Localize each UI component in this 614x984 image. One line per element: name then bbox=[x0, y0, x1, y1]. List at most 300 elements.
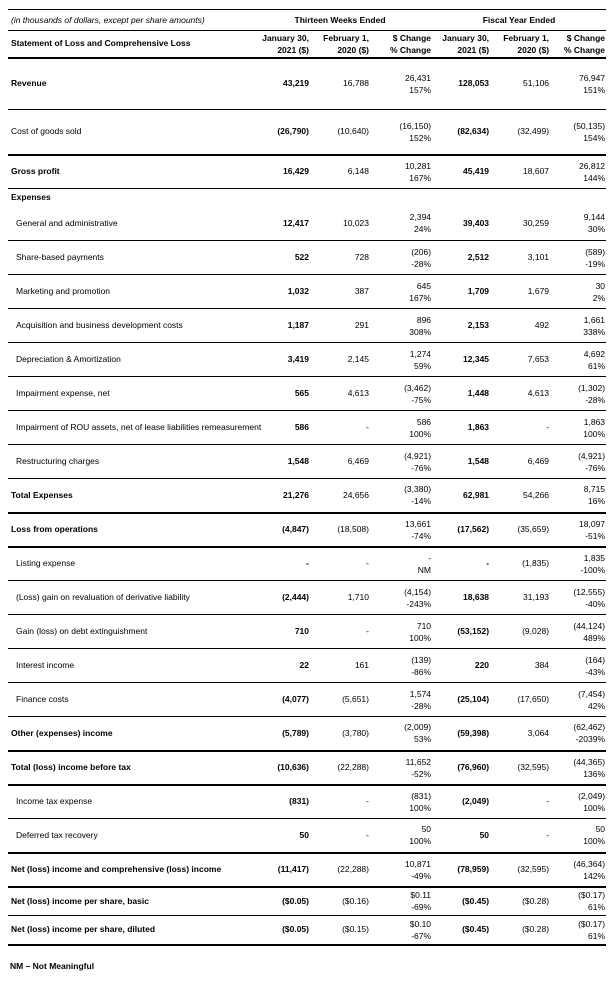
table-row bbox=[8, 377, 606, 411]
cell-change bbox=[550, 649, 606, 683]
table-row bbox=[8, 683, 606, 717]
change-amount: 11,652 bbox=[405, 756, 432, 767]
cell-fy2020: (1,835) bbox=[522, 558, 550, 569]
change-amount: (44,124) bbox=[573, 620, 606, 631]
cell-fy2021: 2,153 bbox=[467, 320, 490, 330]
table-row bbox=[8, 513, 606, 547]
change-amount: - bbox=[428, 552, 432, 563]
cell-q2020: (22,288) bbox=[337, 864, 369, 874]
change-amount: (589) bbox=[585, 246, 606, 257]
cell-q2020: ($0.16) bbox=[342, 895, 369, 906]
cell-fy2021: (2,049) bbox=[462, 796, 490, 807]
row-label: Income tax expense bbox=[16, 796, 93, 807]
cell-change bbox=[550, 479, 606, 513]
column-header-line: 2020 ($) bbox=[337, 44, 369, 55]
row-label: Deferred tax recovery bbox=[16, 829, 98, 840]
cell-fy2020: (9,028) bbox=[522, 626, 550, 636]
cell-fy2021: 220 bbox=[474, 660, 490, 670]
change-amount: (2,049) bbox=[578, 790, 606, 801]
change-percent: -69% bbox=[411, 902, 432, 913]
table-row bbox=[8, 615, 606, 649]
cell-change bbox=[550, 110, 606, 155]
change-percent: -75% bbox=[411, 394, 432, 405]
cell-change bbox=[550, 411, 606, 445]
cell-change bbox=[370, 819, 432, 853]
row-label: Marketing and promotion bbox=[16, 286, 111, 296]
change-percent: 16% bbox=[588, 496, 606, 507]
change-percent: 59% bbox=[414, 360, 432, 371]
cell-fy2020: 54,266 bbox=[523, 489, 550, 500]
change-percent: 61% bbox=[588, 360, 606, 371]
cell-q2021: 1,187 bbox=[287, 320, 309, 330]
cell-q2021: (4,077) bbox=[282, 694, 309, 704]
cell-q2021: (831) bbox=[289, 796, 309, 807]
column-header-row bbox=[8, 31, 606, 58]
cell-change bbox=[550, 343, 606, 377]
change-amount: 2,394 bbox=[409, 212, 432, 223]
table-row bbox=[8, 547, 606, 581]
cell-fy2020: 18,607 bbox=[523, 166, 550, 177]
cell-change bbox=[370, 853, 432, 887]
table-row bbox=[8, 916, 606, 945]
cell-change bbox=[550, 717, 606, 751]
column-header-line: February 1, bbox=[503, 32, 550, 43]
cell-fy2020: 492 bbox=[534, 320, 550, 330]
cell-change bbox=[550, 615, 606, 649]
change-amount: ($0.17) bbox=[578, 918, 606, 929]
cell-q2021: 1,032 bbox=[287, 286, 309, 296]
cell-change bbox=[370, 717, 432, 751]
change-amount: (12,555) bbox=[573, 586, 606, 597]
cell-q2020: 161 bbox=[354, 660, 369, 670]
cell-q2020 bbox=[310, 189, 370, 207]
cell-change bbox=[550, 547, 606, 581]
change-amount: 4,692 bbox=[583, 348, 606, 359]
row-label: Cost of goods sold bbox=[11, 126, 82, 137]
cell-fy2021: 128,053 bbox=[458, 78, 490, 89]
cell-change bbox=[550, 785, 606, 819]
change-percent: 144% bbox=[583, 172, 606, 183]
row-label: Depreciation & Amortization bbox=[16, 354, 121, 364]
change-percent: 61% bbox=[588, 902, 606, 913]
table-row bbox=[8, 479, 606, 513]
cell-fy2020: ($0.28) bbox=[522, 895, 550, 906]
row-label: Finance costs bbox=[16, 694, 69, 704]
change-percent: 30% bbox=[588, 224, 606, 235]
cell-change bbox=[550, 581, 606, 615]
change-amount: (44,365) bbox=[573, 756, 606, 767]
column-header-line: % Change bbox=[563, 44, 606, 55]
cell-fy2021: (59,398) bbox=[457, 727, 490, 738]
change-amount: 896 bbox=[416, 314, 432, 325]
cell-fy2020: - bbox=[546, 422, 550, 432]
cell-change bbox=[550, 853, 606, 887]
group-header-fiscal-year: Fiscal Year Ended bbox=[482, 14, 556, 25]
change-amount: (4,921) bbox=[578, 450, 606, 461]
change-percent: -243% bbox=[406, 598, 432, 609]
cell-q2020: ($0.15) bbox=[342, 924, 369, 935]
cell-fy2020: 51,106 bbox=[523, 78, 550, 89]
change-percent: -43% bbox=[585, 666, 606, 677]
cell-fy2021: (25,104) bbox=[457, 694, 490, 704]
cell-change bbox=[550, 683, 606, 717]
change-amount: (7,454) bbox=[578, 688, 606, 699]
cell-change bbox=[370, 916, 432, 945]
change-percent: 100% bbox=[409, 802, 432, 813]
cell-q2020: - bbox=[366, 558, 369, 569]
cell-fy2021: (82,634) bbox=[457, 126, 490, 137]
cell-q2021: 565 bbox=[294, 388, 309, 398]
row-label: Net (loss) income and comprehensive (loss) income bbox=[11, 864, 222, 874]
cell-fy2021: 1,448 bbox=[467, 388, 490, 398]
table-row bbox=[8, 275, 606, 309]
change-amount: (2,009) bbox=[404, 722, 432, 733]
row-label: Share-based payments bbox=[16, 252, 104, 262]
change-percent: -28% bbox=[411, 258, 432, 269]
cell-q2020: 291 bbox=[354, 320, 369, 330]
cell-change bbox=[550, 155, 606, 189]
cell-fy2020: 31,193 bbox=[523, 592, 550, 602]
row-label: Impairment expense, net bbox=[16, 388, 110, 398]
change-amount: 10,281 bbox=[405, 160, 432, 171]
cell-change bbox=[550, 241, 606, 275]
cell-fy2020: (35,659) bbox=[517, 524, 550, 534]
change-amount: (139) bbox=[411, 654, 432, 665]
change-amount: 50 bbox=[421, 824, 432, 835]
cell-change bbox=[370, 309, 432, 343]
cell-q2020: (5,651) bbox=[342, 694, 369, 704]
change-amount: $0.11 bbox=[410, 890, 432, 901]
cell-change bbox=[550, 309, 606, 343]
change-percent: -76% bbox=[411, 462, 432, 473]
row-label: Restructuring charges bbox=[16, 456, 100, 466]
cell-q2021: (11,417) bbox=[277, 864, 309, 874]
row-label: Total (loss) income before tax bbox=[11, 762, 131, 772]
change-amount: 50 bbox=[595, 824, 606, 835]
cell-change bbox=[550, 513, 606, 547]
cell-q2020: 4,613 bbox=[347, 388, 369, 398]
table-row bbox=[8, 207, 606, 241]
cell-fy2020: (17,650) bbox=[517, 694, 550, 704]
cell-change bbox=[370, 887, 432, 916]
row-label: (Loss) gain on revaluation of derivative liability bbox=[16, 592, 190, 602]
row-label: Net (loss) income per share, basic bbox=[11, 895, 149, 906]
cell-fy2020: - bbox=[546, 829, 550, 840]
group-header-thirteen-weeks: Thirteen Weeks Ended bbox=[294, 14, 386, 25]
cell-fy2021: 1,709 bbox=[467, 286, 490, 296]
cell-change bbox=[370, 189, 432, 207]
change-amount: (3,462) bbox=[404, 382, 432, 393]
nm-footnote: NM – Not Meaningful bbox=[10, 960, 95, 971]
row-label: Loss from operations bbox=[11, 524, 98, 534]
cell-q2020: 728 bbox=[354, 252, 369, 262]
cell-fy2020: 3,101 bbox=[527, 252, 550, 262]
change-percent: 24% bbox=[414, 224, 432, 235]
cell-q2021: 522 bbox=[294, 252, 309, 262]
change-percent: 42% bbox=[588, 700, 606, 711]
row-label: Gross profit bbox=[11, 166, 60, 177]
cell-fy2021: 50 bbox=[479, 829, 490, 840]
cell-change bbox=[550, 207, 606, 241]
table-row bbox=[8, 155, 606, 189]
cell-change bbox=[370, 411, 432, 445]
cell-change bbox=[550, 445, 606, 479]
cell-q2021: 43,219 bbox=[283, 78, 309, 89]
cell-q2021: 22 bbox=[299, 660, 309, 670]
cell-change bbox=[370, 547, 432, 581]
units-note: (in thousands of dollars, except per share amounts) bbox=[11, 14, 205, 25]
cell-q2021: (26,790) bbox=[277, 126, 309, 137]
table-row bbox=[8, 58, 606, 110]
cell-change bbox=[550, 819, 606, 853]
cell-q2021: 12,417 bbox=[283, 217, 309, 228]
cell-change bbox=[550, 916, 606, 945]
change-percent: 308% bbox=[409, 326, 432, 337]
cell-q2021: 3,419 bbox=[287, 354, 309, 364]
change-percent: -40% bbox=[585, 598, 606, 609]
column-header-q-2020 bbox=[310, 31, 370, 58]
cell-q2020: 2,145 bbox=[347, 354, 369, 364]
table-row bbox=[8, 343, 606, 377]
change-amount: 1,574 bbox=[409, 688, 432, 699]
change-percent: 167% bbox=[409, 172, 432, 183]
table-row bbox=[8, 887, 606, 916]
cell-q2020: (18,508) bbox=[337, 524, 369, 534]
change-amount: (206) bbox=[411, 246, 432, 257]
cell-change bbox=[370, 581, 432, 615]
cell-q2020: (3,780) bbox=[342, 727, 369, 738]
cell-change bbox=[370, 241, 432, 275]
cell-q2021 bbox=[248, 189, 310, 207]
change-amount: 710 bbox=[416, 620, 432, 631]
change-percent: 154% bbox=[583, 132, 606, 143]
column-header-fy-2020 bbox=[490, 31, 550, 58]
table-row bbox=[8, 241, 606, 275]
cell-change bbox=[370, 751, 432, 785]
change-amount: (4,921) bbox=[404, 450, 432, 461]
row-label: Gain (loss) on debt extinguishment bbox=[16, 626, 148, 636]
change-percent: 136% bbox=[583, 768, 606, 779]
table-row bbox=[8, 751, 606, 785]
cell-change bbox=[370, 343, 432, 377]
change-percent: 100% bbox=[583, 802, 606, 813]
cell-q2020: 6,469 bbox=[347, 456, 369, 466]
cell-fy2021: 1,863 bbox=[467, 422, 490, 432]
row-label: General and administrative bbox=[16, 217, 118, 228]
change-amount: (164) bbox=[585, 654, 606, 665]
table-row bbox=[8, 819, 606, 853]
change-percent: 2% bbox=[592, 292, 606, 303]
change-percent: -74% bbox=[411, 530, 432, 541]
cell-change bbox=[550, 189, 606, 207]
change-amount: 10,871 bbox=[405, 858, 432, 869]
change-percent: 61% bbox=[588, 930, 606, 941]
cell-change bbox=[370, 155, 432, 189]
cell-fy2020 bbox=[490, 189, 550, 207]
cell-q2020: - bbox=[366, 829, 369, 840]
cell-q2020: - bbox=[366, 626, 369, 636]
cell-fy2020: 4,613 bbox=[527, 388, 550, 398]
change-percent: -2039% bbox=[575, 734, 606, 745]
cell-change bbox=[370, 683, 432, 717]
cell-fy2021: 12,345 bbox=[463, 354, 490, 364]
row-label: Expenses bbox=[11, 192, 51, 203]
cell-change bbox=[550, 275, 606, 309]
cell-q2021: - bbox=[306, 558, 309, 569]
column-header-fy-2021 bbox=[432, 31, 490, 58]
cell-change bbox=[370, 513, 432, 547]
cell-fy2021 bbox=[432, 189, 490, 207]
column-header-line: 2020 ($) bbox=[517, 44, 550, 55]
cell-fy2021: (76,960) bbox=[457, 762, 490, 772]
cell-q2021: (5,789) bbox=[282, 727, 309, 738]
change-percent: 100% bbox=[409, 428, 432, 439]
change-percent: 338% bbox=[583, 326, 606, 337]
change-percent: 157% bbox=[409, 84, 432, 95]
change-percent: 53% bbox=[414, 734, 432, 745]
cell-q2021: (10,636) bbox=[277, 762, 309, 772]
row-label: Interest income bbox=[16, 660, 75, 670]
table-row bbox=[8, 445, 606, 479]
cell-fy2021: 45,419 bbox=[463, 166, 490, 177]
table-row bbox=[8, 853, 606, 887]
change-percent: 100% bbox=[583, 836, 606, 847]
cell-q2020: 1,710 bbox=[347, 592, 369, 602]
change-amount: 9,144 bbox=[583, 212, 606, 223]
cell-fy2021: ($0.45) bbox=[462, 924, 490, 935]
change-amount: (4,154) bbox=[404, 586, 432, 597]
cell-q2020: - bbox=[366, 796, 369, 807]
change-amount: $0.10 bbox=[409, 918, 432, 929]
cell-change bbox=[370, 58, 432, 110]
change-amount: (3,380) bbox=[404, 484, 432, 495]
cell-q2020: - bbox=[366, 422, 369, 432]
change-percent: -28% bbox=[411, 700, 432, 711]
cell-q2020: 6,148 bbox=[347, 166, 369, 177]
cell-fy2020: (32,499) bbox=[517, 126, 550, 137]
cell-change bbox=[370, 207, 432, 241]
cell-change bbox=[550, 751, 606, 785]
cell-q2021: ($0.05) bbox=[282, 924, 309, 935]
cell-fy2020: ($0.28) bbox=[522, 924, 550, 935]
cell-q2021: 586 bbox=[294, 422, 309, 432]
change-percent: -49% bbox=[411, 870, 432, 881]
cell-q2020: 16,788 bbox=[343, 78, 369, 89]
cell-fy2020: 30,259 bbox=[523, 217, 550, 228]
column-header-fy-change bbox=[550, 31, 606, 58]
cell-q2021: (2,444) bbox=[282, 592, 309, 602]
column-header-line: February 1, bbox=[323, 32, 369, 43]
table-row bbox=[8, 717, 606, 751]
change-amount: 1,661 bbox=[583, 314, 606, 325]
change-percent: -28% bbox=[585, 394, 606, 405]
cell-q2020: 10,023 bbox=[343, 217, 369, 228]
column-header-line: $ Change bbox=[566, 32, 606, 43]
column-header-line: January 30, bbox=[442, 32, 490, 43]
change-amount: ($0.17) bbox=[578, 890, 606, 901]
change-percent: -76% bbox=[585, 462, 606, 473]
cell-change bbox=[550, 887, 606, 916]
cell-fy2021: 39,403 bbox=[463, 217, 490, 228]
cell-fy2020: 7,653 bbox=[527, 354, 550, 364]
change-amount: (831) bbox=[411, 790, 432, 801]
change-percent: 100% bbox=[409, 836, 432, 847]
column-header-line: 2021 ($) bbox=[457, 44, 490, 55]
change-amount: (46,364) bbox=[573, 858, 606, 869]
change-percent: -19% bbox=[585, 258, 606, 269]
change-percent: 489% bbox=[583, 632, 606, 643]
change-amount: (1,302) bbox=[578, 382, 606, 393]
cell-fy2021: - bbox=[486, 558, 490, 569]
change-percent: -100% bbox=[580, 564, 606, 575]
change-amount: 76,947 bbox=[579, 72, 606, 83]
table-row bbox=[8, 110, 606, 155]
column-header-line: January 30, bbox=[262, 32, 309, 43]
row-label: Total Expenses bbox=[11, 489, 73, 500]
change-amount: 26,812 bbox=[579, 160, 606, 171]
row-label: Other (expenses) income bbox=[11, 727, 113, 738]
cell-change bbox=[370, 649, 432, 683]
change-percent: -52% bbox=[411, 768, 432, 779]
cell-fy2020: 1,679 bbox=[527, 286, 550, 296]
change-amount: 586 bbox=[416, 416, 432, 427]
column-header-q-2021 bbox=[248, 31, 310, 58]
cell-q2021: 710 bbox=[294, 626, 309, 636]
cell-fy2021: 62,981 bbox=[463, 489, 490, 500]
cell-change bbox=[370, 785, 432, 819]
change-amount: 8,715 bbox=[583, 484, 606, 495]
cell-fy2020: 384 bbox=[534, 660, 550, 670]
cell-q2021: 16,429 bbox=[283, 166, 309, 177]
change-amount: 645 bbox=[416, 280, 432, 291]
statement-of-loss-table bbox=[8, 9, 606, 946]
cell-fy2020: 6,469 bbox=[527, 456, 550, 466]
cell-q2020: 387 bbox=[354, 286, 369, 296]
change-percent: -14% bbox=[411, 496, 432, 507]
cell-change bbox=[370, 445, 432, 479]
row-label: Net (loss) income per share, diluted bbox=[11, 924, 156, 935]
cell-change bbox=[370, 110, 432, 155]
change-amount: (62,462) bbox=[573, 722, 606, 733]
change-percent: NM bbox=[417, 564, 432, 575]
cell-fy2020: 3,064 bbox=[527, 727, 550, 738]
cell-change bbox=[550, 377, 606, 411]
change-amount: 26,431 bbox=[405, 72, 432, 83]
cell-fy2021: (53,152) bbox=[457, 626, 490, 636]
column-header-line: $ Change bbox=[392, 32, 432, 43]
change-amount: (50,135) bbox=[573, 120, 606, 131]
cell-fy2021: 2,512 bbox=[467, 252, 490, 262]
cell-fy2020: (32,595) bbox=[517, 762, 550, 772]
row-label: Listing expense bbox=[16, 558, 76, 569]
cell-fy2020: (32,595) bbox=[517, 864, 550, 874]
cell-q2020: 24,656 bbox=[343, 489, 369, 500]
cell-change bbox=[370, 377, 432, 411]
cell-q2020: (22,288) bbox=[337, 762, 369, 772]
cell-change bbox=[370, 275, 432, 309]
cell-q2021: 50 bbox=[299, 829, 309, 840]
table-body bbox=[8, 58, 606, 945]
column-header-line: 2021 ($) bbox=[277, 44, 309, 55]
change-amount: 13,661 bbox=[405, 518, 432, 529]
cell-change bbox=[550, 58, 606, 110]
change-percent: 151% bbox=[583, 84, 606, 95]
row-label: Revenue bbox=[11, 78, 47, 89]
change-amount: 1,835 bbox=[583, 552, 606, 563]
change-percent: 167% bbox=[409, 292, 432, 303]
change-amount: 18,097 bbox=[579, 518, 606, 529]
row-label: Impairment of ROU assets, net of lease liabilities remeasurement bbox=[16, 422, 262, 432]
